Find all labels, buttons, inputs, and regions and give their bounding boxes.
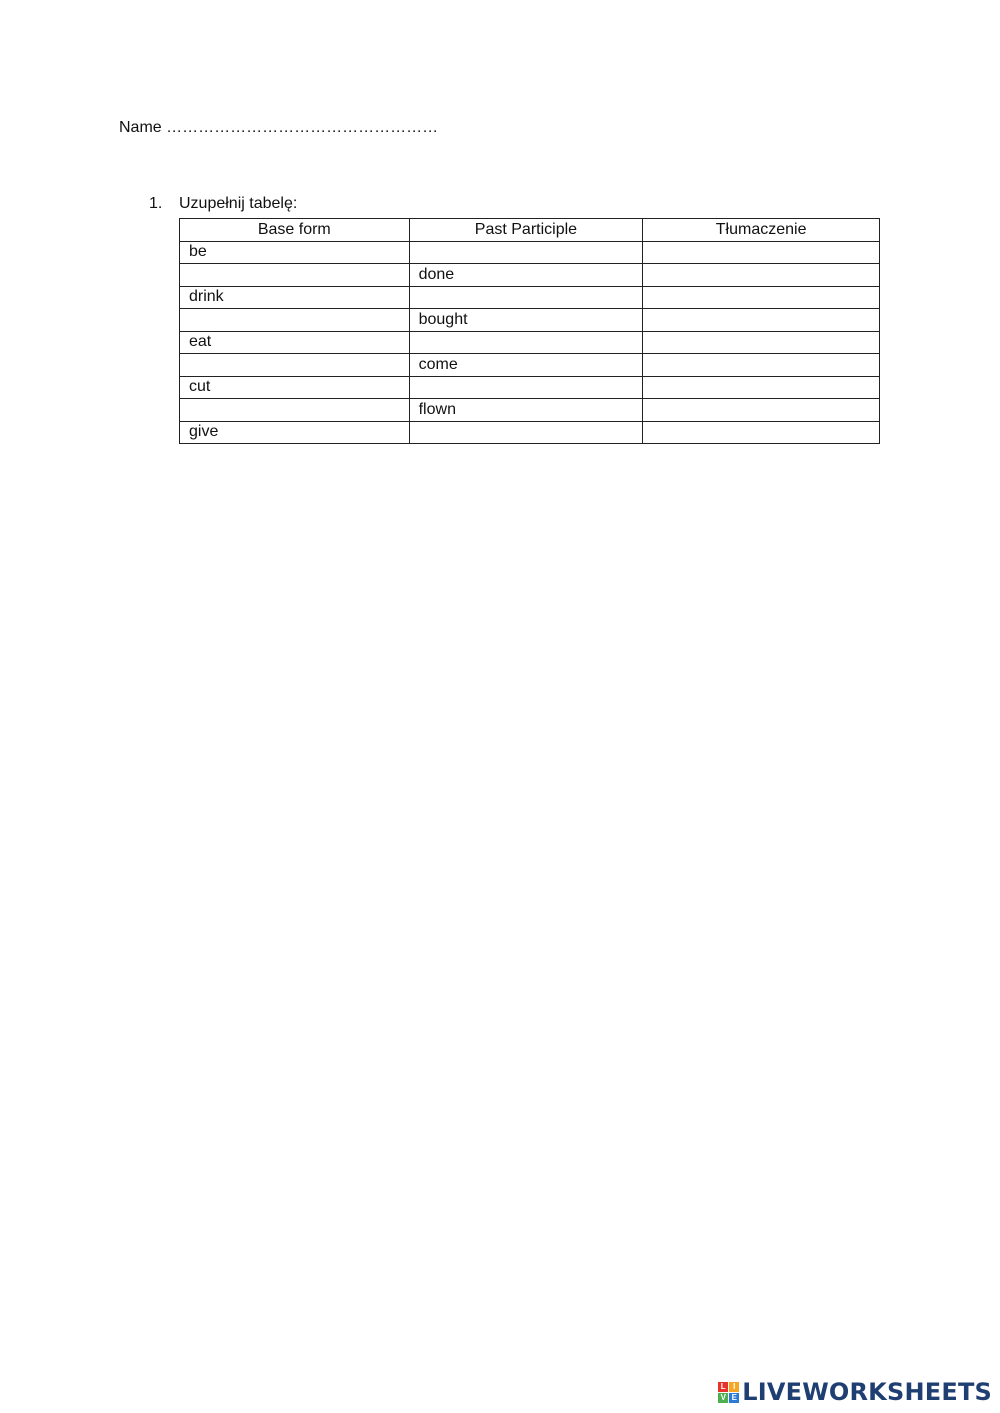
- logo-letter-v: V: [718, 1393, 728, 1403]
- past-participle-cell[interactable]: [409, 331, 643, 354]
- logo-letter-i: I: [729, 1382, 739, 1392]
- logo-mark-icon: [718, 1382, 739, 1403]
- table-row: [180, 421, 880, 444]
- past-participle-cell[interactable]: [409, 376, 643, 399]
- base-form-cell[interactable]: be: [180, 241, 410, 264]
- table-row: [180, 241, 880, 264]
- table-row: [180, 286, 880, 309]
- translation-cell[interactable]: [643, 286, 880, 309]
- table-row: [180, 399, 880, 422]
- verb-table: [179, 218, 880, 444]
- table-row: [180, 376, 880, 399]
- past-participle-cell[interactable]: [409, 286, 643, 309]
- past-participle-cell[interactable]: [409, 421, 643, 444]
- logo-letter-l: L: [718, 1382, 728, 1392]
- base-form-cell[interactable]: [180, 264, 410, 287]
- past-participle-cell[interactable]: [409, 241, 643, 264]
- base-form-cell[interactable]: give: [180, 421, 410, 444]
- name-line: Name ……………………………………………: [119, 119, 439, 136]
- translation-cell[interactable]: [643, 399, 880, 422]
- logo-letter-e: E: [729, 1393, 739, 1403]
- exercise-instruction: [149, 195, 297, 213]
- base-form-cell[interactable]: cut: [180, 376, 410, 399]
- past-participle-cell[interactable]: bought: [409, 309, 643, 332]
- translation-cell[interactable]: [643, 421, 880, 444]
- base-form-cell[interactable]: eat: [180, 331, 410, 354]
- header-base-form: Base form: [180, 219, 410, 242]
- translation-cell[interactable]: [643, 264, 880, 287]
- translation-cell[interactable]: [643, 354, 880, 377]
- base-form-cell[interactable]: [180, 309, 410, 332]
- table-header-row: [180, 219, 880, 242]
- past-participle-cell[interactable]: come: [409, 354, 643, 377]
- past-participle-cell[interactable]: flown: [409, 399, 643, 422]
- translation-cell[interactable]: [643, 376, 880, 399]
- translation-cell[interactable]: [643, 309, 880, 332]
- logo-text: LIVEWORKSHEETS: [742, 1378, 992, 1406]
- translation-cell[interactable]: [643, 241, 880, 264]
- header-past-participle: Past Participle: [409, 219, 643, 242]
- header-translation: Tłumaczenie: [643, 219, 880, 242]
- table-row: [180, 264, 880, 287]
- table-row: [180, 331, 880, 354]
- past-participle-cell[interactable]: done: [409, 264, 643, 287]
- exercise-number: 1.: [149, 195, 163, 212]
- translation-cell[interactable]: [643, 331, 880, 354]
- table-row: [180, 309, 880, 332]
- base-form-cell[interactable]: [180, 354, 410, 377]
- exercise-instruction-text: Uzupełnij tabelę:: [179, 195, 298, 212]
- base-form-cell[interactable]: drink: [180, 286, 410, 309]
- base-form-cell[interactable]: [180, 399, 410, 422]
- table-row: [180, 354, 880, 377]
- liveworksheets-logo: [718, 1378, 992, 1406]
